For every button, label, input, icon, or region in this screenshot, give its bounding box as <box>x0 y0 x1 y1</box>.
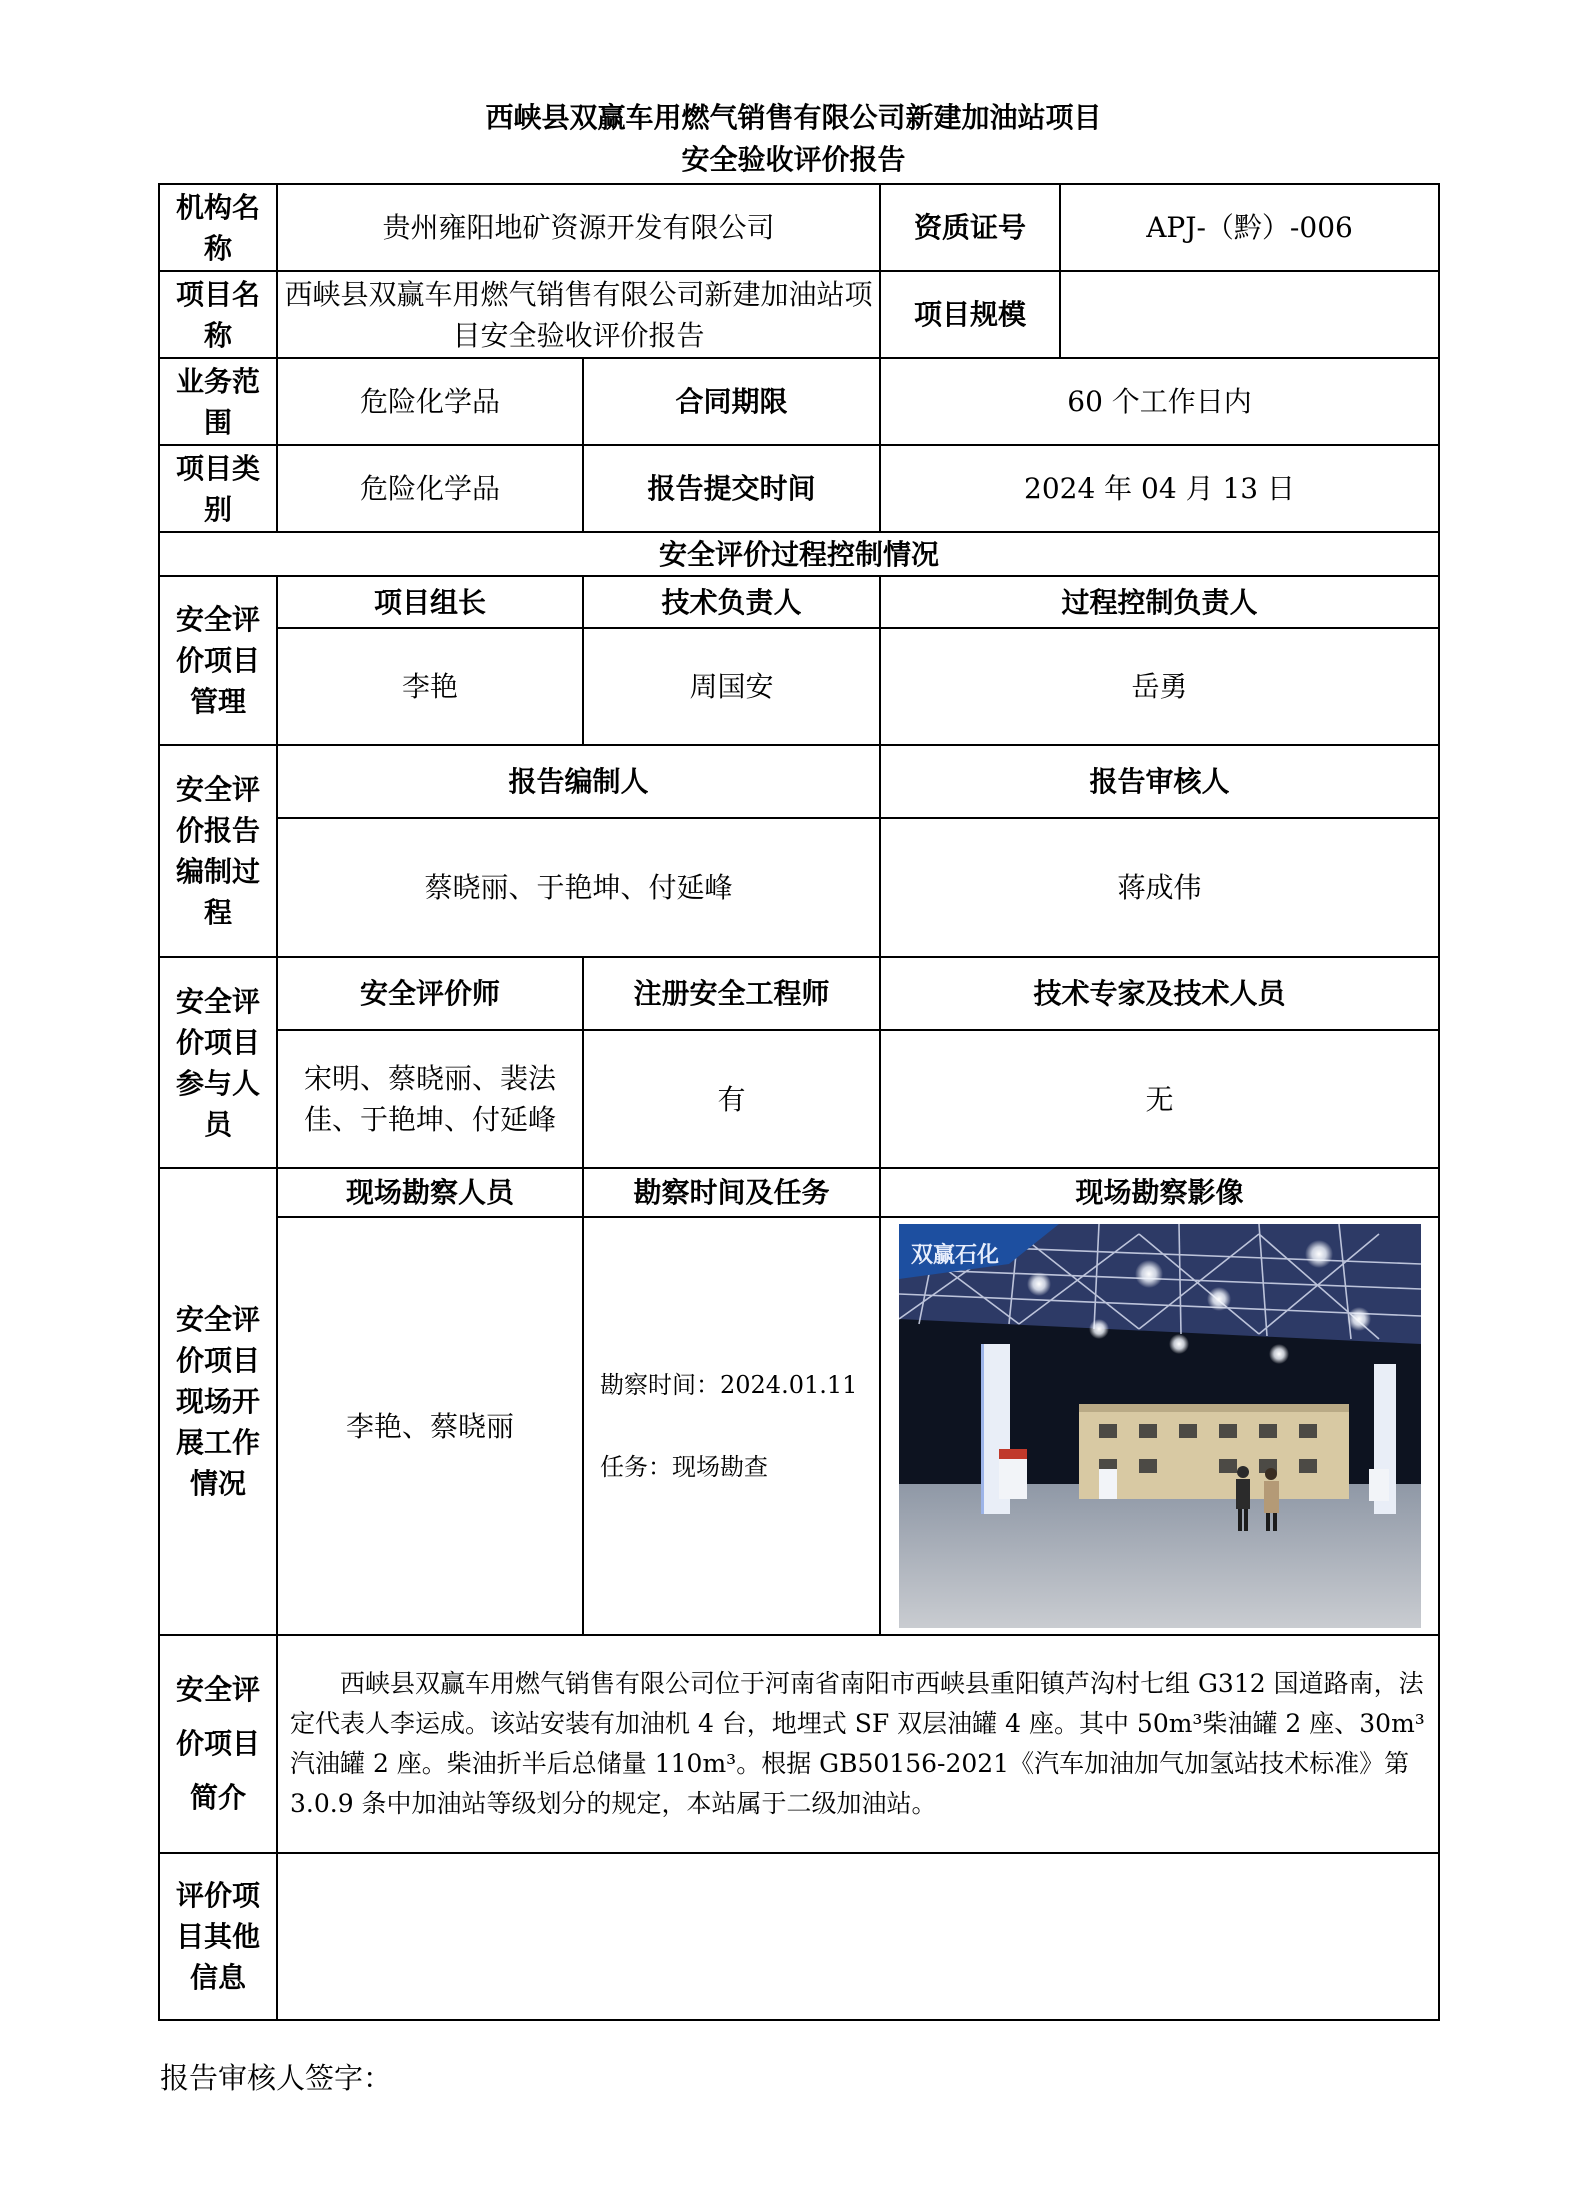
business-value: 危险化学品 <box>277 358 583 445</box>
mgmt-value-control: 岳勇 <box>880 628 1439 745</box>
compile-value-row <box>159 818 1439 957</box>
type-label: 项目类别 <box>159 445 277 532</box>
mgmt-header-control: 过程控制负责人 <box>880 576 1439 628</box>
participants-header-evaluator: 安全评价师 <box>277 957 583 1030</box>
other-row <box>159 1853 1439 2020</box>
mgmt-value-tech: 周国安 <box>583 628 880 745</box>
section-title: 安全评价过程控制情况 <box>159 532 1439 576</box>
mgmt-header-tech: 技术负责人 <box>583 576 880 628</box>
org-value: 贵州雍阳地矿资源开发有限公司 <box>277 184 880 271</box>
signature-label: 报告审核人签字： <box>160 2061 393 2095</box>
survey-header-time: 勘察时间及任务 <box>583 1168 880 1217</box>
participants-label: 安全评价项目参与人员 <box>159 957 277 1168</box>
survey-task: 任务：现场勘查 <box>600 1453 768 1481</box>
submit-label: 报告提交时间 <box>583 445 880 532</box>
intro-label: 安全评价项目简介 <box>159 1635 277 1853</box>
survey-value-row <box>159 1217 1439 1635</box>
business-row <box>159 358 1439 445</box>
contract-label: 合同期限 <box>583 358 880 445</box>
participants-value-experts: 无 <box>880 1030 1439 1168</box>
compile-header-row <box>159 745 1439 818</box>
participants-header-engineer: 注册安全工程师 <box>583 957 880 1030</box>
gas-station-photo-icon <box>899 1224 1421 1628</box>
survey-label: 安全评价项目现场开展工作情况 <box>159 1168 277 1635</box>
scale-label: 项目规模 <box>880 271 1060 358</box>
business-label: 业务范围 <box>159 358 277 445</box>
survey-time-task <box>583 1217 880 1635</box>
intro-text: 西峡县双赢车用燃气销售有限公司位于河南省南阳市西峡县重阳镇芦沟村七组 G312 国道路南，法定代表人李运成。该站安装有加油机 4 台，地埋式 SF 双层油罐 4 座。其中 50m³柴油罐 2 座、30m³汽油罐 2 座。柴油折半后总储量 110m³。根据 GB50156-2021《汽车加油加气加氢站技术标准》第 3.0.9 条中加油站等级划分的规定，本站属于二级加油站。 <box>277 1635 1439 1853</box>
org-label: 机构名称 <box>159 184 277 271</box>
participants-header-experts: 技术专家及技术人员 <box>880 957 1439 1030</box>
other-label: 评价项目其他信息 <box>159 1853 277 2020</box>
report-table <box>158 183 1440 2021</box>
other-value <box>277 1853 1439 2020</box>
mgmt-value-row <box>159 628 1439 745</box>
survey-photo-cell <box>880 1217 1439 1635</box>
survey-header-photo: 现场勘察影像 <box>880 1168 1439 1217</box>
report-title: 西峡县双赢车用燃气销售有限公司新建加油站项目 <box>485 101 1102 134</box>
participants-value-evaluator: 宋明、蔡晓丽、裴法佳、于艳坤、付延峰 <box>277 1030 583 1168</box>
project-name-row <box>159 271 1439 358</box>
scale-value <box>1060 271 1439 358</box>
cert-value: APJ-（黔）-006 <box>1060 184 1439 271</box>
survey-time: 勘察时间：2024.01.11 <box>600 1371 858 1399</box>
svg-text:双赢石化: 双赢石化 <box>910 1243 999 1268</box>
compile-header-editor: 报告编制人 <box>277 745 880 818</box>
type-row <box>159 445 1439 532</box>
survey-header-row <box>159 1168 1439 1217</box>
mgmt-header-row <box>159 576 1439 628</box>
report-subtitle: 安全验收评价报告 <box>681 143 906 176</box>
section-header-row <box>159 532 1439 576</box>
type-value: 危险化学品 <box>277 445 583 532</box>
mgmt-label: 安全评价项目管理 <box>159 576 277 745</box>
compile-label: 安全评价报告编制过程 <box>159 745 277 957</box>
participants-value-row <box>159 1030 1439 1168</box>
compile-header-reviewer: 报告审核人 <box>880 745 1439 818</box>
project-name-value: 西峡县双赢车用燃气销售有限公司新建加油站项目安全验收评价报告 <box>277 271 880 358</box>
cert-label: 资质证号 <box>880 184 1060 271</box>
mgmt-value-leader: 李艳 <box>277 628 583 745</box>
mgmt-header-leader: 项目组长 <box>277 576 583 628</box>
compile-value-editor: 蔡晓丽、于艳坤、付延峰 <box>277 818 880 957</box>
survey-staff: 李艳、蔡晓丽 <box>277 1217 583 1635</box>
participants-header-row <box>159 957 1439 1030</box>
participants-value-engineer: 有 <box>583 1030 880 1168</box>
survey-header-staff: 现场勘察人员 <box>277 1168 583 1217</box>
project-name-label: 项目名称 <box>159 271 277 358</box>
intro-row <box>159 1635 1439 1853</box>
compile-value-reviewer: 蒋成伟 <box>880 818 1439 957</box>
submit-value: 2024 年 04 月 13 日 <box>880 445 1439 532</box>
org-row <box>159 184 1439 271</box>
contract-value: 60 个工作日内 <box>880 358 1439 445</box>
